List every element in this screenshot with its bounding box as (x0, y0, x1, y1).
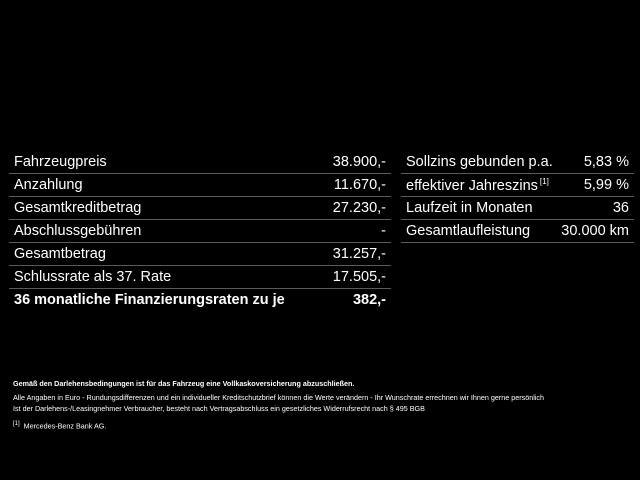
row-value: 30.000 km (561, 223, 629, 239)
finance-row-total-amount (9, 243, 391, 266)
withdrawal-note: Ist der Darlehens-/Leasingnehmer Verbraucher, besteht nach Vertragsabschluss ein gesetzliches Widerrufsrecht nach § 495 BGB (13, 404, 425, 413)
row-value: 11.670,- (333, 177, 386, 193)
footnote-ref: [1] (539, 176, 549, 186)
finance-table (9, 151, 391, 311)
footnote-1 (13, 419, 633, 431)
footnote-mark: [1] (13, 421, 20, 427)
row-label (406, 177, 549, 194)
finance-row-total-credit (9, 197, 391, 220)
rates-row-term (401, 197, 634, 220)
rates-row-nominal-rate (401, 151, 634, 174)
row-value: - (381, 223, 386, 239)
disclaimer-line: Alle Angaben in Euro - Rundungsdifferenzen und ein individueller Kreditschutzbrief können die Werte verändern - Ihr Wunschrate errechnen wir Ihnen gerne persönlich (13, 393, 544, 402)
row-label: Laufzeit in Monaten (406, 200, 533, 216)
rates-row-mileage (401, 220, 634, 243)
row-label: Abschlussgebühren (14, 223, 142, 239)
row-label: Gesamtlaufleistung (406, 223, 531, 239)
row-value: 5,99 % (583, 177, 629, 193)
row-value: 382,- (352, 292, 386, 308)
rates-row-effective-rate (401, 174, 634, 197)
row-label: 36 monatliche Finanzierungsraten zu je (14, 292, 285, 308)
finance-row-final-rate (9, 266, 391, 289)
row-value: 17.505,- (332, 269, 386, 285)
finance-row-monthly-rate (9, 289, 391, 311)
row-value: 5,83 % (583, 154, 629, 170)
row-value: 36 (612, 200, 629, 216)
finance-row-vehicle-price (9, 151, 391, 174)
row-label-text: effektiver Jahreszins (406, 177, 538, 194)
rates-table (401, 151, 634, 243)
finance-row-down-payment (9, 174, 391, 197)
row-value: 27.230,- (332, 200, 386, 216)
row-label: Gesamtkreditbetrag (14, 200, 142, 216)
finance-row-closing-fees (9, 220, 391, 243)
footnote-text: Mercedes-Benz Bank AG. (23, 421, 107, 431)
row-value: 31.257,- (332, 246, 386, 262)
row-value: 38.900,- (332, 154, 386, 170)
row-label: Gesamtbetrag (14, 246, 106, 262)
footnotes (13, 378, 633, 431)
row-label: Fahrzeugpreis (14, 154, 107, 170)
insurance-note: Gemäß den Darlehensbedingungen ist für das Fahrzeug eine Vollkaskoversicherung abzuschließen. (13, 379, 355, 388)
row-label: Anzahlung (14, 177, 83, 193)
row-label: Sollzins gebunden p.a. (406, 154, 553, 170)
row-label: Schlussrate als 37. Rate (14, 269, 172, 285)
